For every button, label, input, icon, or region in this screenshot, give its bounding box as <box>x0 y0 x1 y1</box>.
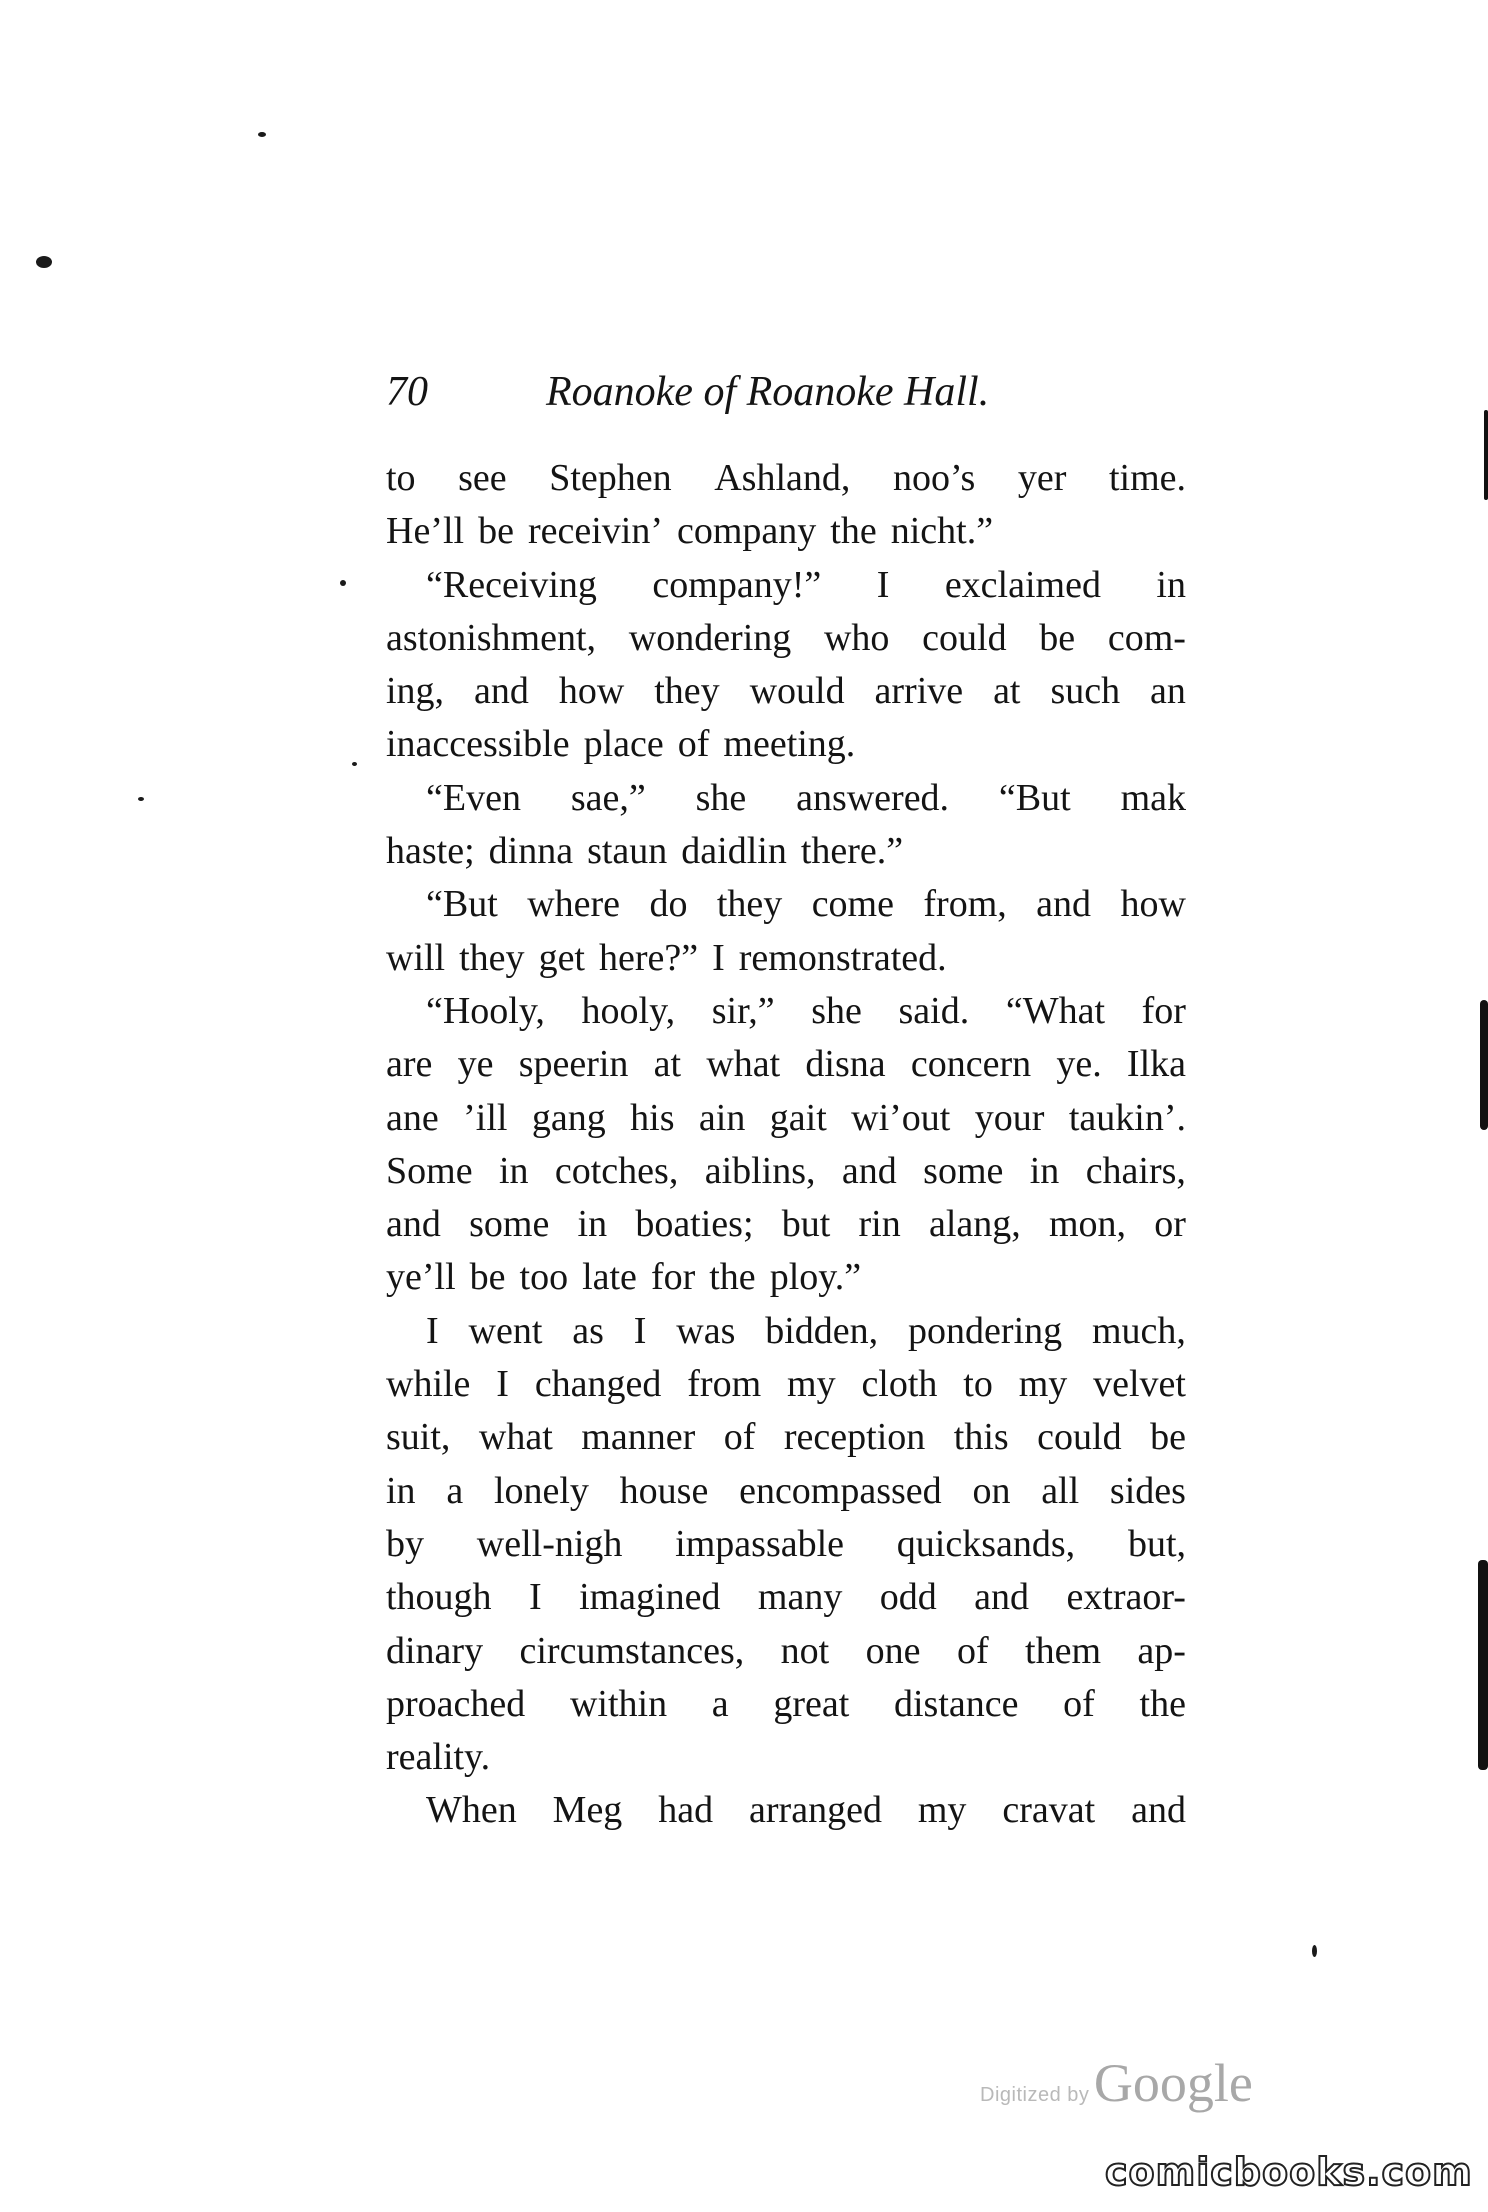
text-line: When Meg had arranged my cravat and <box>426 1789 1186 1832</box>
text-line: ane ’ill gang his ain gait wi’out your taukin’. <box>386 1096 1186 1139</box>
page-number: 70 <box>386 369 428 415</box>
text-line: ing, and how they would arrive at such an <box>386 670 1186 713</box>
text-line: dinary circumstances, not one of them ap- <box>386 1629 1186 1672</box>
text-line: Some in cotches, aiblins, and some in chairs, <box>386 1149 1186 1192</box>
scan-speck <box>340 580 346 586</box>
text-line: astonishment, wondering who could be com- <box>386 616 1186 659</box>
text-line: suit, what manner of reception this could be <box>386 1416 1186 1459</box>
text-line: and some in boaties; but rin alang, mon, or <box>386 1203 1186 1246</box>
text-line: ye’ll be too late for the ploy.” <box>386 1256 862 1299</box>
google-logo: Google <box>1093 2053 1253 2113</box>
page-edge-shadow <box>1478 1560 1488 1770</box>
digitized-by-watermark <box>980 2052 1253 2114</box>
scan-speck <box>352 762 357 766</box>
text-line: “Even sae,” she answered. “But mak <box>426 776 1186 819</box>
page-edge-shadow <box>1480 1000 1488 1130</box>
text-line: by well-nigh impassable quicksands, but, <box>386 1522 1186 1565</box>
text-line: will they get here?” I remonstrated. <box>386 936 947 979</box>
scan-speck <box>138 797 144 801</box>
page-edge-shadow <box>1484 410 1488 500</box>
text-line: haste; dinna staun daidlin there.” <box>386 830 904 873</box>
scan-speck <box>36 256 52 268</box>
text-line: I went as I was bidden, pondering much, <box>426 1309 1186 1352</box>
text-line: inaccessible place of meeting. <box>386 723 856 766</box>
text-line: “Hooly, hooly, sir,” she said. “What for <box>426 989 1186 1032</box>
text-line: to see Stephen Ashland, noo’s yer time. <box>386 457 1186 499</box>
text-line: He’ll be receivin’ company the nicht.” <box>386 510 994 553</box>
scan-speck <box>258 132 266 137</box>
scan-speck <box>1312 1945 1317 1957</box>
page-header <box>386 362 1186 422</box>
text-line: are ye speerin at what disna concern ye. Ilka <box>386 1043 1186 1086</box>
watermark-prefix: Digitized by <box>980 2084 1090 2106</box>
text-line: “But where do they come from, and how <box>426 883 1186 926</box>
text-line: “Receiving company!” I exclaimed in <box>426 563 1186 606</box>
text-line: though I imagined many odd and extraor- <box>386 1576 1186 1619</box>
text-line: reality. <box>386 1736 491 1779</box>
site-watermark: comicbooks.com <box>1105 2150 1473 2194</box>
text-line: while I changed from my cloth to my velvet <box>386 1363 1186 1406</box>
running-title: Roanoke of Roanoke Hall. <box>546 369 990 415</box>
body-text <box>386 452 1186 1838</box>
text-line: in a lonely house encompassed on all sides <box>386 1469 1186 1512</box>
text-line: proached within a great distance of the <box>386 1682 1186 1725</box>
